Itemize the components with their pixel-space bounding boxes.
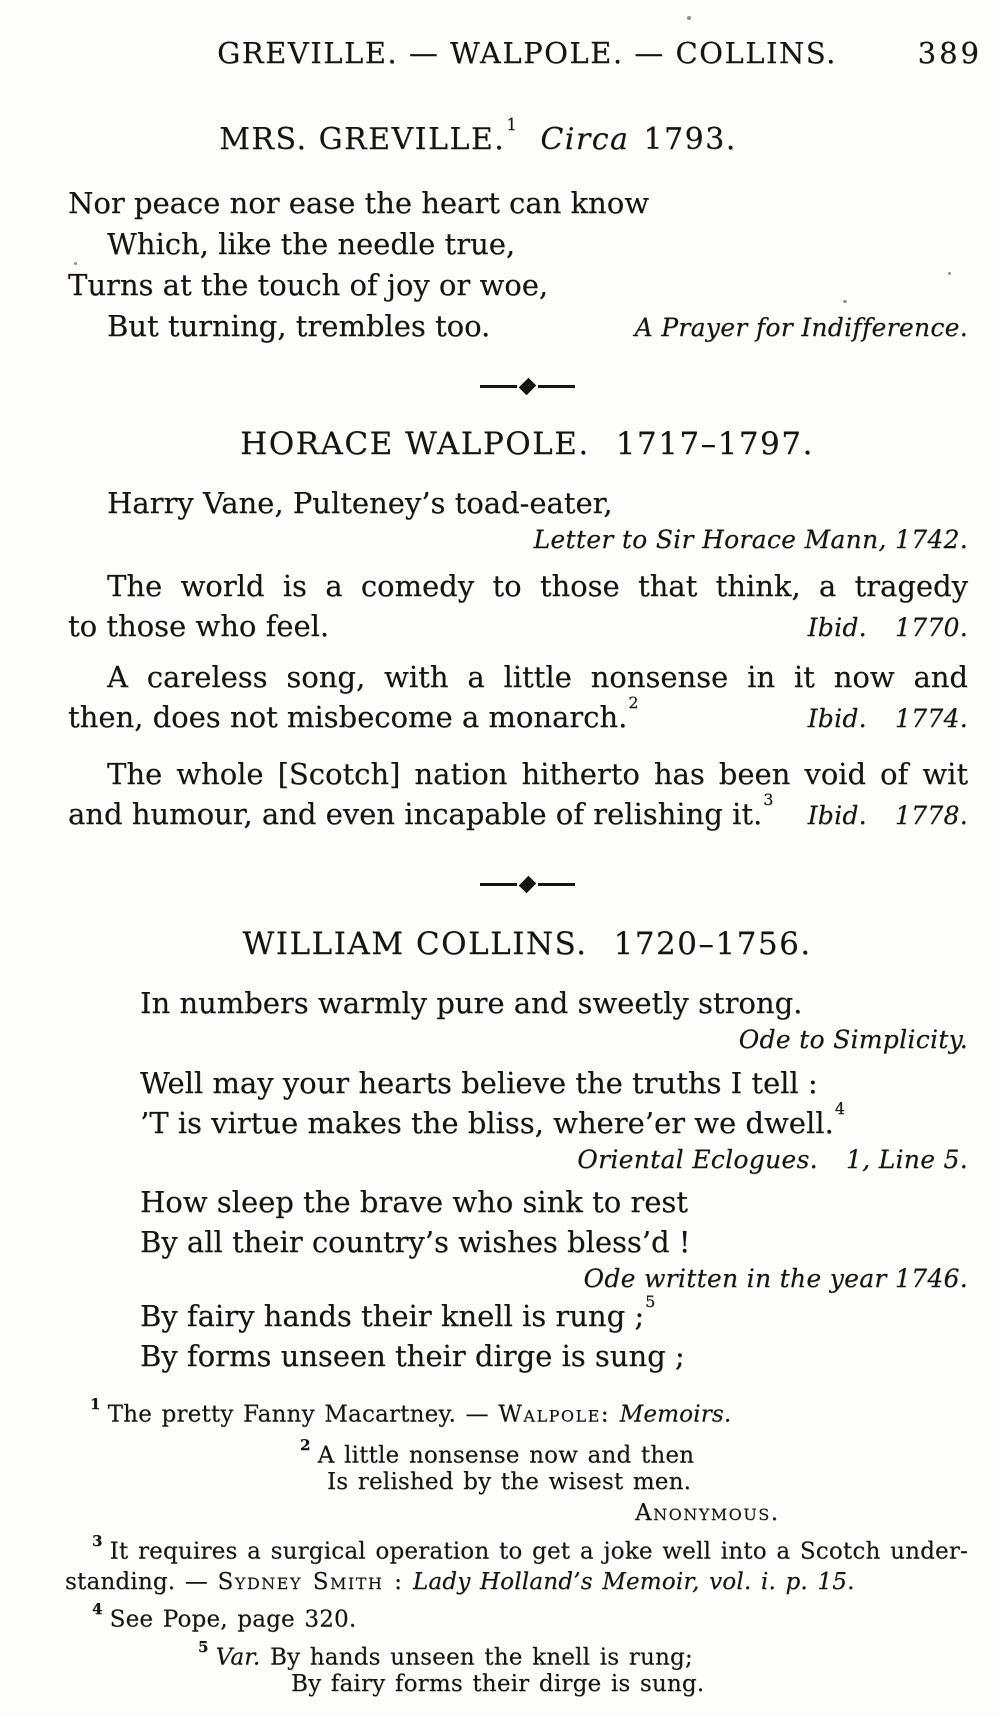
- era-label: Circa: [540, 122, 630, 157]
- footnote-text: See Pope, page 320.: [109, 1606, 357, 1633]
- footnote-3: [65, 1530, 968, 1597]
- quote-line: The world is a comedy to those that think, a tragedy: [107, 569, 968, 603]
- section-heading-walpole: [77, 422, 977, 466]
- quote-line: to those who feel.: [68, 609, 330, 643]
- quote-line: By fairy hands their knell is rung ;$^5$: [140, 1292, 656, 1333]
- author-dates: 1717–1797.: [615, 426, 814, 462]
- quote-attribution: Letter to Sir Horace Mann, 1742.: [533, 525, 968, 554]
- collins-quote-3: [140, 1182, 968, 1296]
- quote-line: Well may your hearts believe the truths I tell :: [140, 1066, 818, 1100]
- footnote-marker: 5: [198, 1637, 209, 1656]
- collins-quote-2: [140, 1063, 968, 1177]
- section-divider: [77, 876, 977, 892]
- footnote-marker: 3: [92, 1532, 103, 1551]
- quote-attribution: A Prayer for Indifference.: [634, 313, 968, 342]
- attribution-year: 1774.: [894, 704, 968, 733]
- footnote-marker: 2: [300, 1435, 311, 1454]
- attribution-year: 1770.: [894, 613, 968, 642]
- poem-line: Which, like the needle true,: [107, 227, 516, 261]
- collins-quote-4: [140, 1292, 968, 1376]
- footnote-text: The pretty Fanny Macartney. —: [107, 1401, 499, 1428]
- quote-line: By all their country’s wishes bless’d !: [140, 1225, 691, 1259]
- footnote-work: Memoirs.: [619, 1401, 732, 1428]
- footnote-work: Lady Holland’s Memoir, vol. i. p. 15.: [412, 1568, 855, 1595]
- poem-line: Turns at the touch of joy or woe,: [68, 268, 549, 302]
- quote-line: and humour, and even incapable of relishing it.$^3$: [68, 790, 774, 831]
- quote-line: Harry Vane, Pulteney’s toad-eater,: [107, 486, 613, 520]
- quote-attribution: [808, 608, 968, 648]
- author-name-greville: MRS. GREVILLE.: [219, 122, 506, 157]
- walpole-quote-1: [68, 483, 968, 557]
- scan-speck: [74, 262, 77, 265]
- divider-rule: [538, 385, 575, 388]
- footnote-var-label: Var.: [215, 1644, 261, 1671]
- walpole-quote-3: [68, 657, 968, 739]
- footnote-ref-1: 1: [506, 114, 519, 134]
- quote-line: A careless song, with a little nonsense in it now and: [107, 660, 968, 694]
- scan-speck: [843, 300, 847, 303]
- footnote-text: It requires a surgical operation to get a joke well into a Scotch under-: [109, 1538, 968, 1565]
- author-dates: 1720–1756.: [613, 926, 812, 962]
- diamond-icon: [518, 377, 536, 395]
- footnotes: [65, 1395, 968, 1698]
- quote-attribution: Ode written in the year 1746.: [583, 1264, 968, 1293]
- footnote-text: By fairy forms their dirge is sung.: [291, 1671, 705, 1698]
- footnote-text: Is relished by the wisest men.: [327, 1469, 692, 1496]
- footnote-ref-3: 3: [763, 790, 774, 810]
- attribution-year: 1778.: [894, 801, 968, 830]
- greville-quote: [68, 183, 968, 348]
- running-head-title: GREVILLE. — WALPOLE. — COLLINS.: [217, 36, 837, 70]
- footnote-marker: 1: [90, 1395, 101, 1413]
- walpole-quote-4: [68, 754, 968, 836]
- quote-line: then, does not misbecome a monarch.$^2$: [68, 693, 639, 734]
- footnote-ref-4: 4: [834, 1099, 845, 1119]
- quote-line: ’T is virtue makes the bliss, where’er we dwell.$^4$: [140, 1099, 845, 1140]
- footnote-signature: Anonymous.: [635, 1500, 780, 1527]
- attribution-source: Oriental Eclogues.: [577, 1145, 818, 1174]
- attribution-detail: 1, Line 5.: [845, 1145, 968, 1174]
- footnote-marker: 4: [92, 1599, 103, 1618]
- scan-speck: [948, 272, 951, 275]
- footnote-author: Walpole:: [498, 1401, 611, 1428]
- author-name-collins: WILLIAM COLLINS.: [242, 926, 588, 962]
- footnote-ref-5: 5: [645, 1292, 656, 1312]
- scan-speck: [687, 16, 691, 20]
- poem-line: Nor peace nor ease the heart can know: [68, 186, 650, 220]
- section-divider: [77, 378, 977, 394]
- footnote-4: [65, 1600, 968, 1634]
- divider-rule: [480, 385, 517, 388]
- running-head: [68, 33, 982, 73]
- diamond-icon: [518, 875, 536, 893]
- attribution-source: Ibid.: [807, 801, 867, 830]
- footnote-text: By hands unseen the knell is rung;: [269, 1644, 693, 1671]
- quote-attribution: [808, 796, 968, 836]
- footnote-text: A little nonsense now and then: [317, 1442, 695, 1469]
- era-year: 1793.: [643, 122, 737, 157]
- attribution-source: Ibid.: [807, 613, 867, 642]
- footnote-2: [300, 1436, 968, 1497]
- divider-rule: [538, 883, 575, 886]
- footnote-author: Sydney Smith :: [217, 1568, 404, 1595]
- divider-rule: [480, 883, 517, 886]
- quote-line: In numbers warmly pure and sweetly strong.: [140, 986, 803, 1020]
- walpole-quote-2: [68, 566, 968, 648]
- poem-line: But turning, trembles too.: [107, 309, 491, 343]
- quote-line: By forms unseen their dirge is sung ;: [140, 1339, 685, 1373]
- author-name-walpole: HORACE WALPOLE.: [240, 426, 590, 462]
- collins-quote-1: [140, 983, 968, 1057]
- quote-line: How sleep the brave who sink to rest: [140, 1185, 688, 1219]
- footnote-text: standing. —: [65, 1568, 218, 1595]
- footnote-1: [65, 1395, 968, 1429]
- quote-line: The whole [Scotch] nation hitherto has been void of wit: [107, 757, 968, 791]
- quote-attribution: [808, 699, 968, 739]
- quote-attribution: Ode to Simplicity.: [738, 1025, 968, 1054]
- page-number: 389: [917, 36, 982, 70]
- attribution-source: Ibid.: [807, 704, 867, 733]
- section-heading-collins: [77, 922, 977, 966]
- footnote-5: [65, 1638, 968, 1699]
- footnote-ref-2: 2: [628, 693, 639, 713]
- collins-quotes: [140, 983, 968, 1376]
- section-heading-greville: [28, 114, 928, 161]
